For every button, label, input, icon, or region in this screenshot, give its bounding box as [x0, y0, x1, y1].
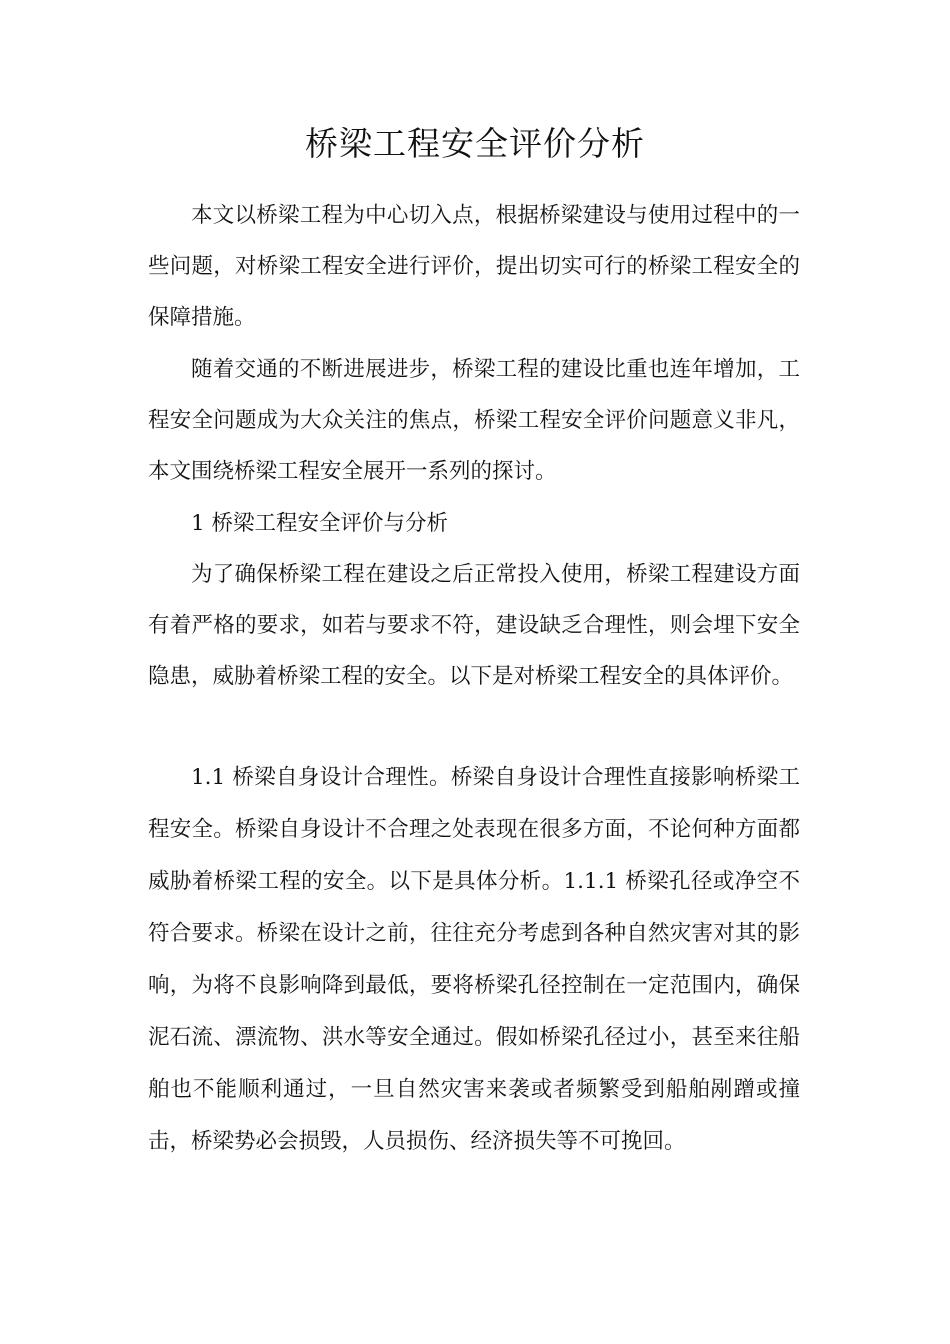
- paragraph-section-1-1: 1.1 桥梁自身设计合理性。桥梁自身设计合理性直接影响桥梁工程安全。桥梁自身设计不合理之处表现在很多方面，不论何种方面都威胁着桥梁工程的安全。以下是具体分析。1.1.1 桥梁孔径或净空不符合要求。桥梁在设计之前，往往充分考虑到各种自然灾害对其的影响，为将不良影响降到最低，要将桥梁孔径控制在一定范围内，确保泥石流、漂流物、洪水等安全通过。假如桥梁孔径过小，甚至来往船舶也不能顺利通过，一旦自然灾害来袭或者频繁受到船舶剐蹭或撞击，桥梁势必会损毁，人员损伤、经济损失等不可挽回。: [148, 765, 800, 1154]
- paragraph-section-1: 为了确保桥梁工程在建设之后正常投入使用，桥梁工程建设方面有着严格的要求，如若与要求不符，建设缺乏合理性，则会埋下安全隐患，威胁着桥梁工程的安全。以下是对桥梁工程安全的具体评价。: [148, 562, 800, 689]
- section-heading-1: 1 桥梁工程安全评价与分析: [191, 511, 449, 536]
- paragraph-background: 随着交通的不断进展进步，桥梁工程的建设比重也连年增加，工程安全问题成为大众关注的焦点，桥梁工程安全评价问题意义非凡，本文围绕桥梁工程安全展开一系列的探讨。: [148, 357, 800, 484]
- paragraph-intro: 本文以桥梁工程为中心切入点，根据桥梁建设与使用过程中的一些问题，对桥梁工程安全进行评价，提出切实可行的桥梁工程安全的保障措施。: [148, 203, 800, 330]
- document-title: 桥梁工程安全评价分析: [305, 124, 645, 163]
